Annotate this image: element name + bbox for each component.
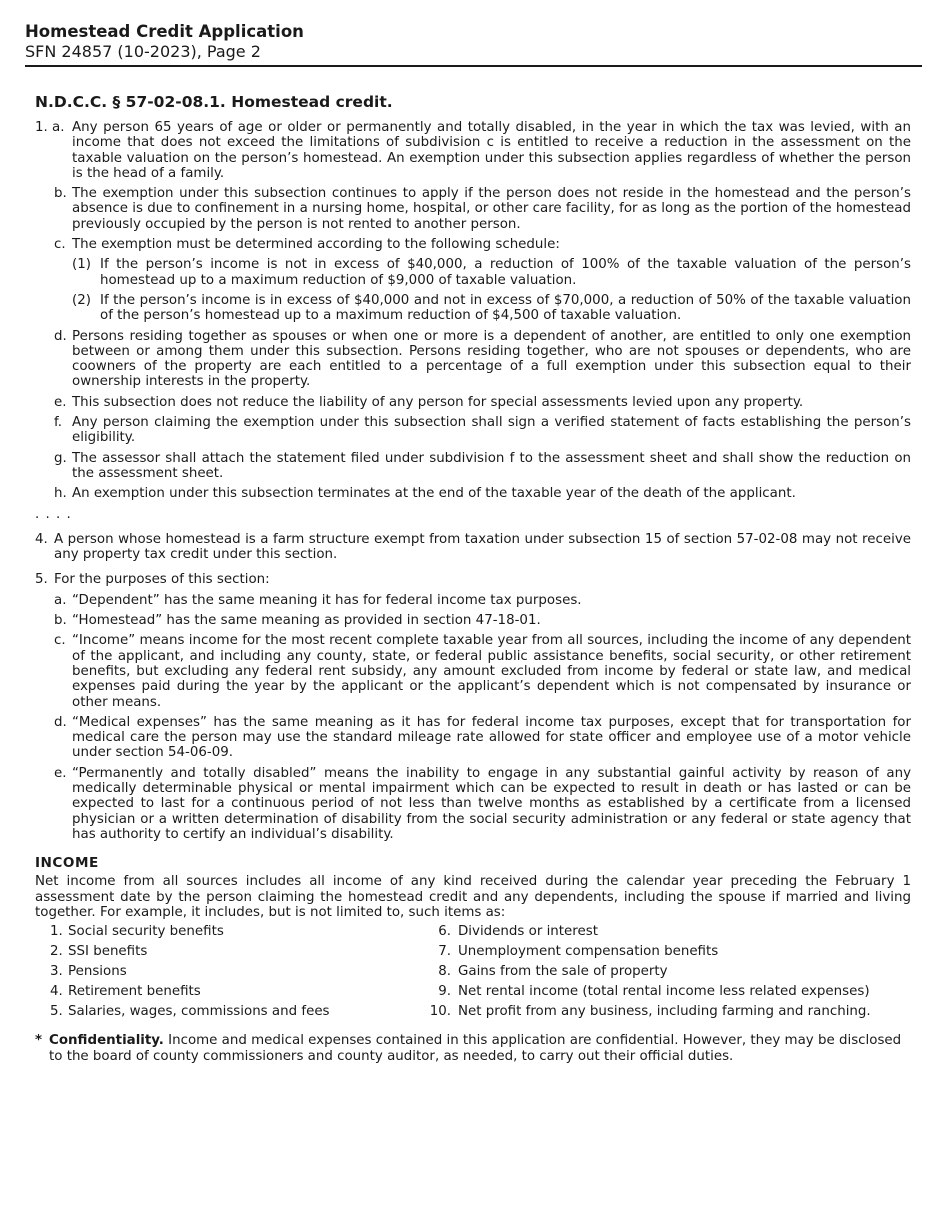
list-item (50, 961, 415, 981)
subsection-label: g. (54, 450, 67, 466)
list-item (415, 941, 911, 961)
subsection-1g (35, 451, 911, 482)
list-item (50, 941, 415, 961)
subsection-label: d. (54, 328, 67, 344)
subsection-text: This subsection does not reduce the liability of any person for special assessments levied upon any property. (72, 394, 804, 410)
subsection-label: f. (54, 415, 62, 431)
item-number: 3. (50, 963, 63, 979)
definition-d (35, 715, 911, 761)
item-number: 5. (50, 1003, 63, 1019)
subsection-label: 4. (35, 531, 48, 547)
income-heading: INCOME (35, 855, 99, 872)
subsection-label: b. (54, 186, 67, 202)
definition-label: a. (54, 592, 67, 608)
item-text: Unemployment compensation benefits (458, 943, 719, 959)
item-number: 1. (50, 923, 63, 939)
subsection-text: A person whose homestead is a farm structure exempt from taxation under subsection 15 of section 57-02-08 may not receive any property tax credit under this section. (54, 531, 911, 563)
subsection-text: An exemption under this subsection terminates at the end of the taxable year of the death of the applicant. (72, 486, 796, 502)
subsection-text: Any person claiming the exemption under this subsection shall sign a verified statement of facts establishing the person’s eligibility. (72, 415, 911, 446)
form-title: Homestead Credit Application (25, 22, 304, 41)
schedule-label: (2) (72, 292, 91, 308)
income-items-left (35, 921, 415, 1021)
item-text: Salaries, wages, commissions and fees (68, 1003, 330, 1019)
list-item (415, 921, 911, 941)
definition-c (35, 633, 911, 709)
subsection-1f (35, 415, 911, 446)
subsection-label: h. (54, 486, 67, 502)
definition-b (35, 613, 911, 628)
list-item (415, 961, 911, 981)
confidentiality-body (49, 1033, 911, 1064)
definition-a (35, 593, 911, 608)
subsection-label: 5. (35, 572, 48, 588)
asterisk: * (35, 1033, 43, 1049)
item-text: Retirement benefits (68, 983, 201, 999)
income-items-right (415, 921, 911, 1021)
item-text: Social security benefits (68, 923, 224, 939)
item-text: Gains from the sale of property (458, 963, 668, 979)
form-header (25, 22, 304, 61)
definition-text: “Homestead” has the same meaning as provided in section 47-18-01. (72, 613, 541, 629)
item-text: Pensions (68, 963, 127, 979)
subsection-1a (35, 120, 911, 181)
subsection-label: e. (54, 394, 67, 410)
definition-text: “Permanently and totally disabled” means the inability to engage in any substantial gainful activity by reason of any medically determinable physical or mental impairment which can be expected to result in death or has lasted or can be expected to last for a continuous period of not less than twelve months as established by a certificate from a licensed physician or a written determination of disability from the social security administration or any federal or state agency that has authority to certify an individual’s disability. (72, 765, 911, 842)
definition-label: d. (54, 714, 67, 730)
schedule-text: If the person’s income is in excess of $40,000 and not in excess of $70,000, a reduction of 50% of the taxable valuation of the person’s homestead up to a maximum reduction of $4,500 of taxable valuation. (100, 292, 911, 324)
confidentiality-note (35, 1033, 911, 1064)
list-item (415, 981, 911, 1001)
item-number: 6. (438, 923, 451, 939)
subsection-1b (35, 186, 911, 232)
subsection-text: The assessor shall attach the statement filed under subdivision f to the assessment sheet and shall show the reduction on the assessment sheet. (72, 450, 911, 481)
subsection-label: 1. a. (35, 120, 65, 135)
omission-ellipsis: . . . . (35, 506, 72, 522)
subsection-text: For the purposes of this section: (54, 572, 270, 588)
item-number: 4. (50, 983, 63, 999)
subsection-label: c. (54, 237, 66, 253)
definition-e (35, 766, 911, 842)
definition-label: e. (54, 765, 67, 781)
income-items (35, 921, 911, 1021)
page-body (35, 93, 911, 1064)
header-divider (25, 65, 922, 67)
confidentiality-label: Confidentiality. (49, 1033, 164, 1049)
schedule-text: If the person’s income is not in excess of $40,000, a reduction of 100% of the taxable valuation of the person’s homestead up to a maximum reduction of $9,000 of taxable valuation. (100, 257, 911, 288)
definition-label: c. (54, 633, 66, 649)
definition-text: “Medical expenses” has the same meaning as it has for federal income tax purposes, except that for transportation for medical care the person may use the standard mileage rate allowed for state officer and employee use of a motor vehicle under section 54-06-09. (72, 714, 911, 761)
list-item (50, 981, 415, 1001)
definition-text: “Dependent” has the same meaning it has for federal income tax purposes. (72, 592, 582, 608)
subsection-text: Any person 65 years of age or older or permanently and totally disabled, in the year in which the tax was levied, with an income that does not exceed the limitations of subdivision c is entitled to receive a reduction in the assessment on the taxable valuation on the person’s homestead. An exemption under this subsection applies regardless of whether the person is the head of a family. (72, 120, 911, 181)
income-intro: Net income from all sources includes all income of any kind received during the calendar year preceding the February 1 assessment date by the person claiming the homestead credit and any dependents, including the spouse if married and living together. For example, it includes, but is not limited to, such items as: (35, 874, 911, 921)
item-number: 8. (438, 963, 451, 979)
confidentiality-text: Income and medical expenses contained in this application are confidential. However, they may be disclosed to the board of county commissioners and county auditor, as needed, to carry out their official duties. (49, 1033, 902, 1064)
definition-label: b. (54, 613, 67, 629)
subsection-5 (35, 572, 911, 587)
subsection-4 (35, 532, 911, 563)
list-item (50, 1001, 415, 1021)
item-text: SSI benefits (68, 943, 148, 959)
statute-title: N.D.C.C. § 57-02-08.1. Homestead credit. (35, 93, 393, 111)
subsection-text: Persons residing together as spouses or when one or more is a dependent of another, are entitled to only one exemption between or among them under this subsection. Persons residing together, who are not spouses or dependents, who are coowners of the property are each entitled to a percentage of a full exemption under this subsection equal to their ownership interests in the property. (72, 328, 911, 390)
item-number: 2. (50, 943, 63, 959)
item-text: Net rental income (total rental income less related expenses) (458, 983, 870, 999)
item-number: 7. (438, 943, 451, 959)
item-text: Dividends or interest (458, 923, 598, 939)
list-item (50, 921, 415, 941)
subsection-1e (35, 395, 911, 410)
schedule-label: (1) (72, 257, 91, 273)
item-number: 10. (429, 1003, 451, 1019)
subsection-1c (35, 237, 911, 252)
schedule-item-1 (35, 257, 911, 288)
subsection-1d (35, 329, 911, 390)
subsection-1h (35, 486, 911, 501)
subsection-text: The exemption under this subsection continues to apply if the person does not reside in the homestead and the person’s absence is due to confinement in a nursing home, hospital, or other care facility, for as long as the portion of the homestead previously occupied by the person is not rented to another person. (72, 186, 911, 232)
item-text: Net profit from any business, including farming and ranching. (458, 1003, 871, 1019)
item-number: 9. (438, 983, 451, 999)
definition-text: “Income” means income for the most recent complete taxable year from all sources, including the income of any dependent of the applicant, and including any county, state, or federal public assistance benefits, social security, or other retirement benefits, but excluding any federal rent subsidy, any amount excluded from income by federal or state law, and medical expenses paid during the year by the applicant or the applicant’s dependent which is not compensated by insurance or other means. (72, 633, 911, 710)
form-id: SFN 24857 (10-2023), Page 2 (25, 42, 261, 61)
subsection-text: The exemption must be determined according to the following schedule: (72, 237, 560, 253)
list-item (415, 1001, 911, 1021)
schedule-item-2 (35, 293, 911, 324)
